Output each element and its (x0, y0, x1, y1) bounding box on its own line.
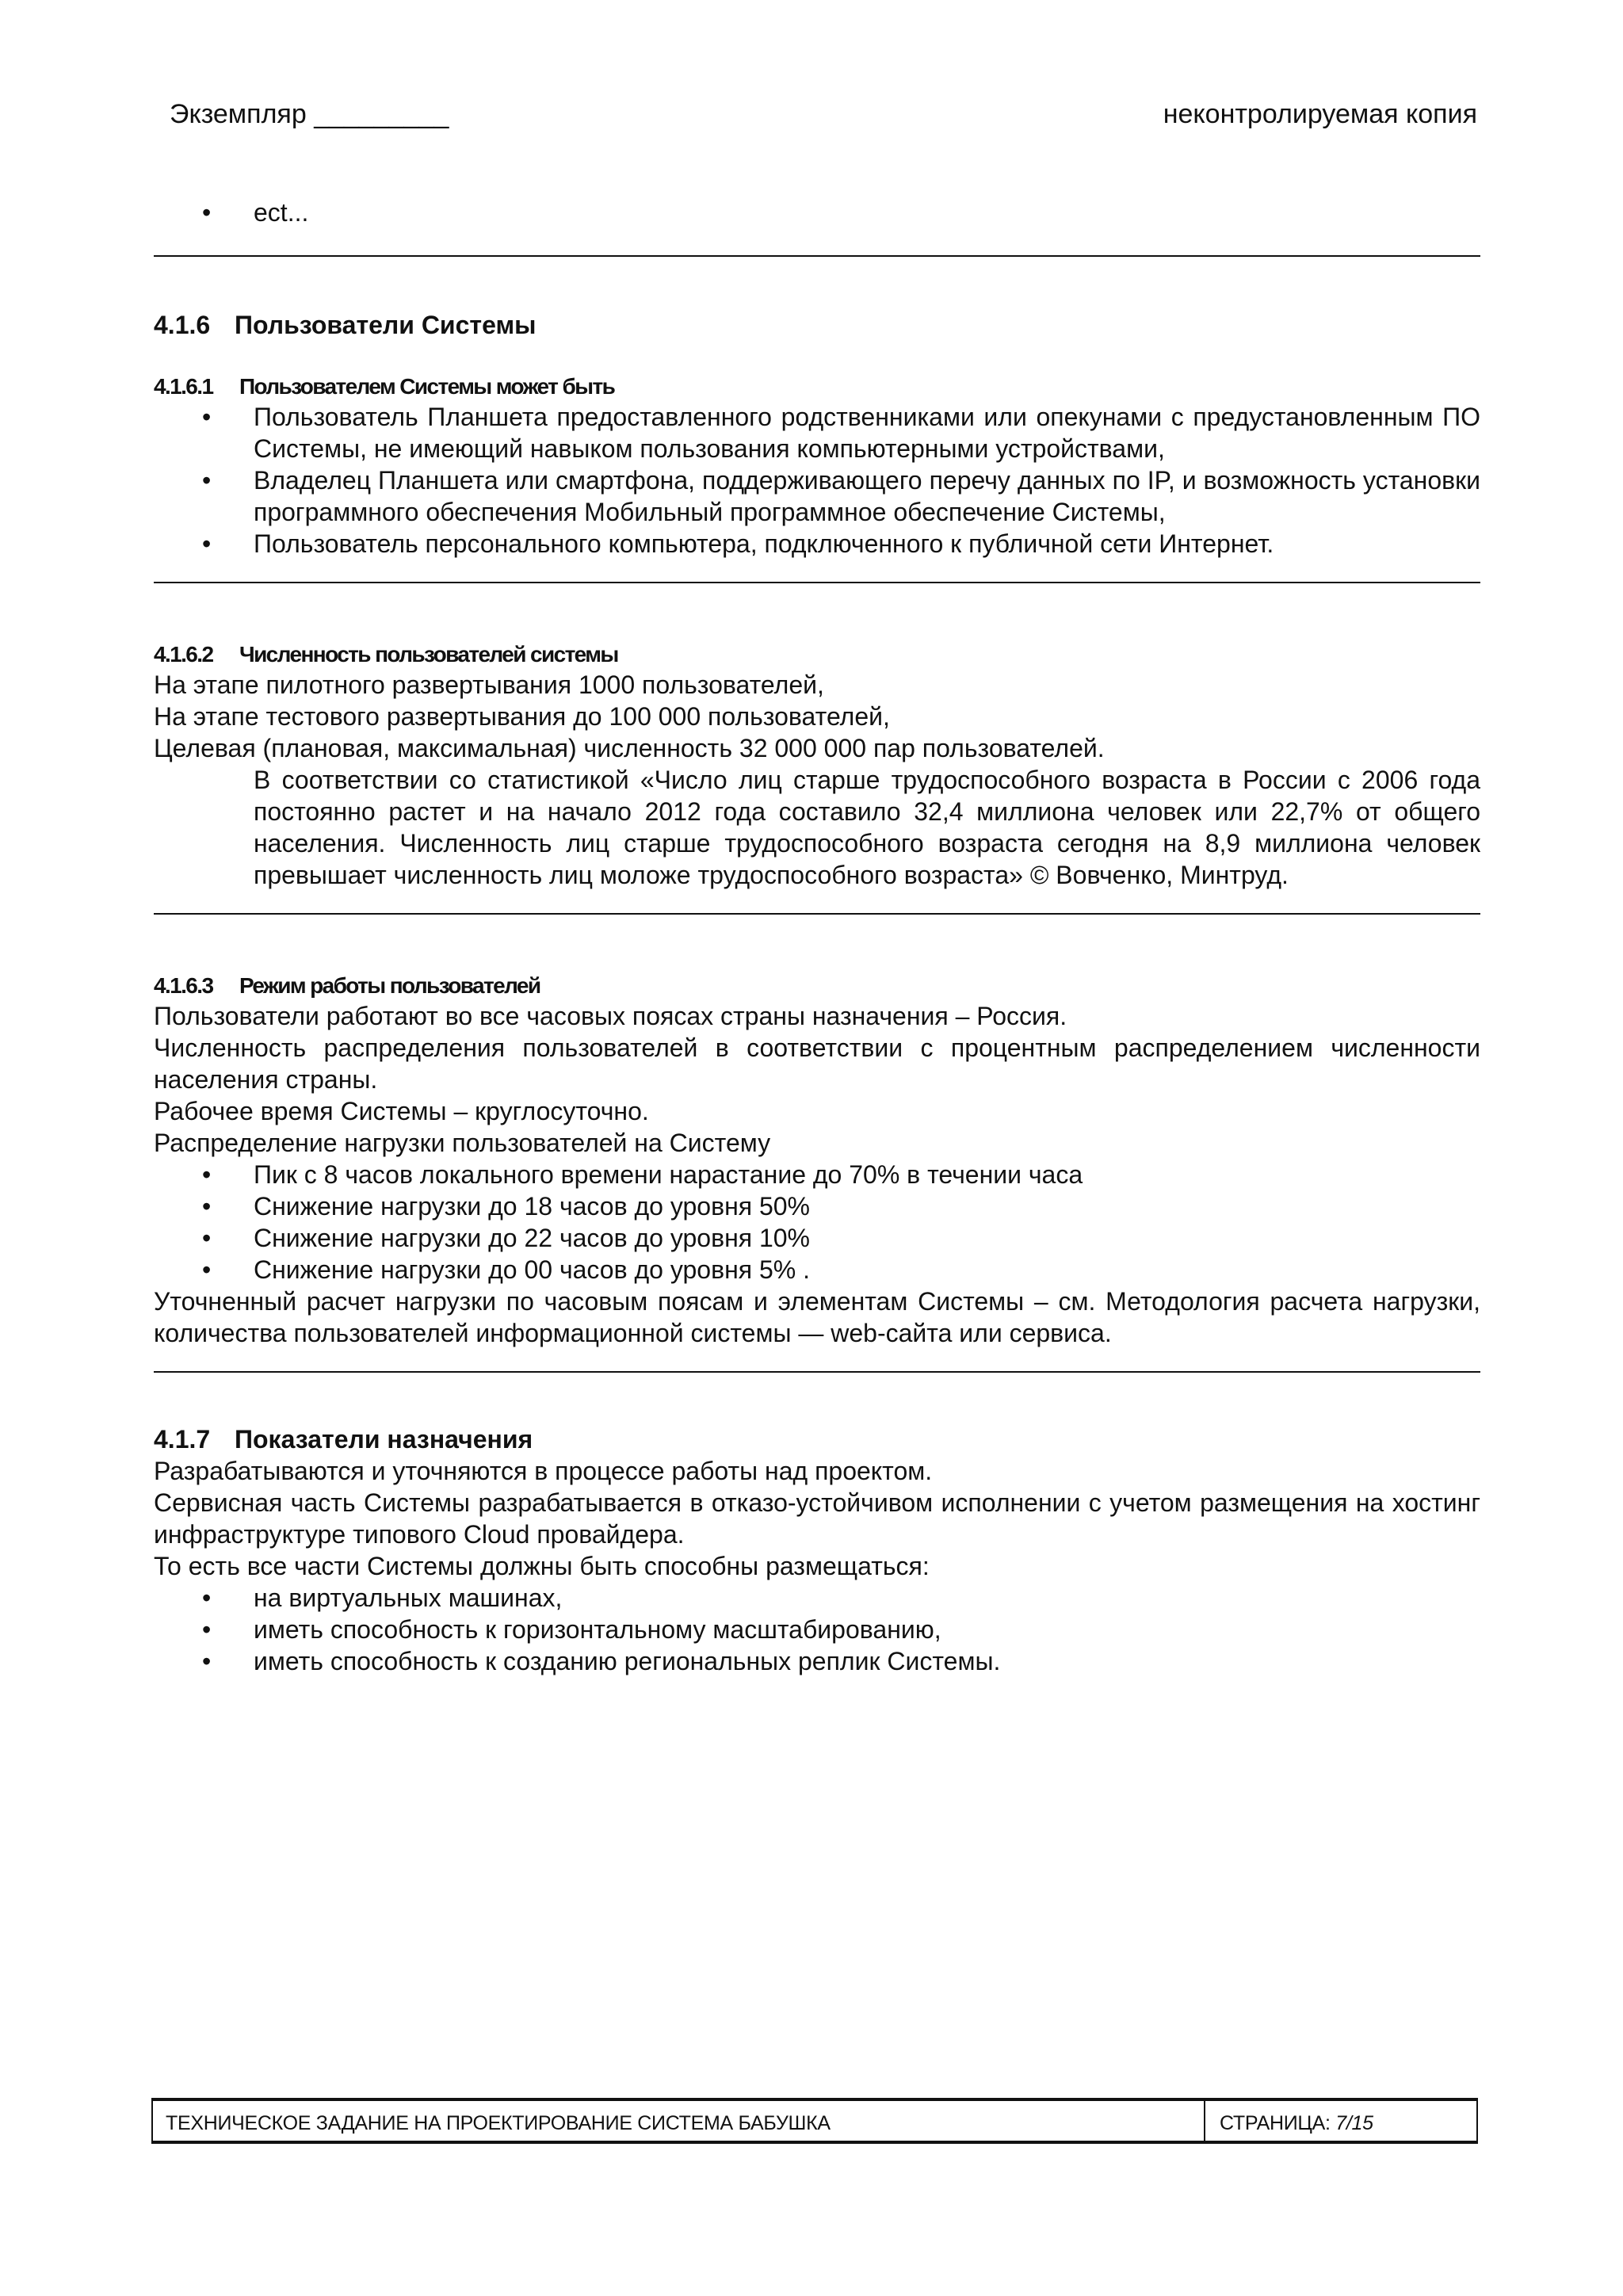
list-item: • Пользователь Планшета предоставленного родственниками или опекунами с предустановленным ПО Системы, не имеющий навыком пользования компьютерными устройствами, (202, 403, 1480, 463)
subsection-heading-4-1-6-1: 4.1.6.1 Пользователем Системы может быть (154, 374, 615, 399)
header-copy-label: Экземпляр _________ (170, 99, 449, 129)
intro-bullet-list (154, 197, 1480, 228)
paragraph-line: Распределение нагрузки пользователей на Систему (154, 1129, 771, 1157)
bullet-icon: • (202, 1647, 212, 1675)
bullet-icon: • (202, 1224, 212, 1252)
paragraph-line: На этапе тестового развертывания до 100 000 пользователей, (154, 702, 890, 731)
bullet-icon: • (202, 1160, 212, 1189)
list-item: • Пользователь персонального компьютера, подключенного к публичной сети Интернет. (202, 529, 1274, 558)
hosting-bullet-list (154, 1582, 1480, 1677)
footer-page-value: 7/15 (1335, 2112, 1373, 2134)
list-item: • на виртуальных машинах, (202, 1584, 563, 1612)
list-item: • Владелец Планшета или смартфона, поддерживающего перечу данных по IP, и возможность установки программного обеспечения Мобильный программное обеспечение Системы, (202, 466, 1480, 526)
bullet-icon: • (202, 1255, 212, 1284)
footer-document-title: ТЕХНИЧЕСКОЕ ЗАДАНИЕ НА ПРОЕКТИРОВАНИЕ СИСТЕМА БАБУШКА (151, 2101, 1205, 2141)
paragraph-line: Рабочее время Системы – круглосуточно. (154, 1097, 649, 1125)
list-item: • ect... (202, 198, 309, 227)
footer-page-label: СТРАНИЦА: (1220, 2112, 1331, 2134)
paragraph-line: Пользователи работают во все часовых поясах страны назначения – Россия. (154, 1002, 1067, 1030)
section-heading-4-1-7: 4.1.7 Показатели назначения (154, 1425, 533, 1454)
users-bullet-list (154, 401, 1480, 560)
footer-page-number (1205, 2101, 1478, 2141)
load-bullet-list (154, 1159, 1480, 1286)
paragraph-line: Сервисная часть Системы разрабатывается в отказо-устойчивом исполнении с учетом размещения на хостинг инфраструктуре типового Cloud провайдера. (154, 1488, 1480, 1549)
paragraph-line: То есть все части Системы должны быть способны размещаться: (154, 1552, 930, 1580)
statistics-quote: В соответствии со статистикой «Число лиц старше трудоспособного возраста в России с 2006 года постоянно растет и на начало 2012 года составило 32,4 миллиона человек или 22,7% от общего населения. Численность лиц старше трудоспособного возраста сегодня на 8,9 миллиона человек превышает численность лиц моложе трудоспособного возраста» © Вовченко, Минтруд. (254, 766, 1480, 889)
paragraph-line: Разрабатываются и уточняются в процессе работы над проектом. (154, 1457, 933, 1485)
bullet-icon: • (202, 529, 212, 558)
bullet-icon: • (202, 198, 212, 227)
page-content (154, 197, 1480, 1677)
list-item: • Пик с 8 часов локального времени нарастание до 70% в течении часа (202, 1160, 1083, 1189)
header-uncontrolled-copy: неконтролируемая копия (1163, 99, 1477, 129)
list-item: • Снижение нагрузки до 22 часов до уровня 10% (202, 1224, 810, 1252)
paragraph-line: Численность распределения пользователей в соответствии с процентным распределением численности населения страны. (154, 1033, 1480, 1094)
list-item: • Снижение нагрузки до 18 часов до уровня 50% (202, 1192, 810, 1221)
bullet-icon: • (202, 466, 212, 495)
paragraph-line: Уточненный расчет нагрузки по часовым поясам и элементам Системы – см. Методология расчета нагрузки, количества пользователей информационной системы — web-сайта или сервиса. (154, 1287, 1480, 1347)
bullet-icon: • (202, 1584, 212, 1612)
bullet-icon: • (202, 403, 212, 431)
paragraph-line: На этапе пилотного развертывания 1000 пользователей, (154, 670, 824, 699)
bullet-icon: • (202, 1615, 212, 1644)
page-footer (151, 2098, 1478, 2144)
bullet-icon: • (202, 1192, 212, 1221)
section-heading-4-1-6: 4.1.6 Пользователи Системы (154, 311, 537, 339)
subsection-heading-4-1-6-3: 4.1.6.3 Режим работы пользователей (154, 973, 540, 998)
list-item: • иметь способность к горизонтальному масштабированию, (202, 1615, 941, 1644)
subsection-heading-4-1-6-2: 4.1.6.2 Численность пользователей системы (154, 642, 618, 667)
list-item: • иметь способность к созданию региональных реплик Системы. (202, 1647, 1001, 1675)
list-item: • Снижение нагрузки до 00 часов до уровня 5% . (202, 1255, 810, 1284)
paragraph-line: Целевая (плановая, максимальная) численность 32 000 000 пар пользователей. (154, 734, 1105, 762)
